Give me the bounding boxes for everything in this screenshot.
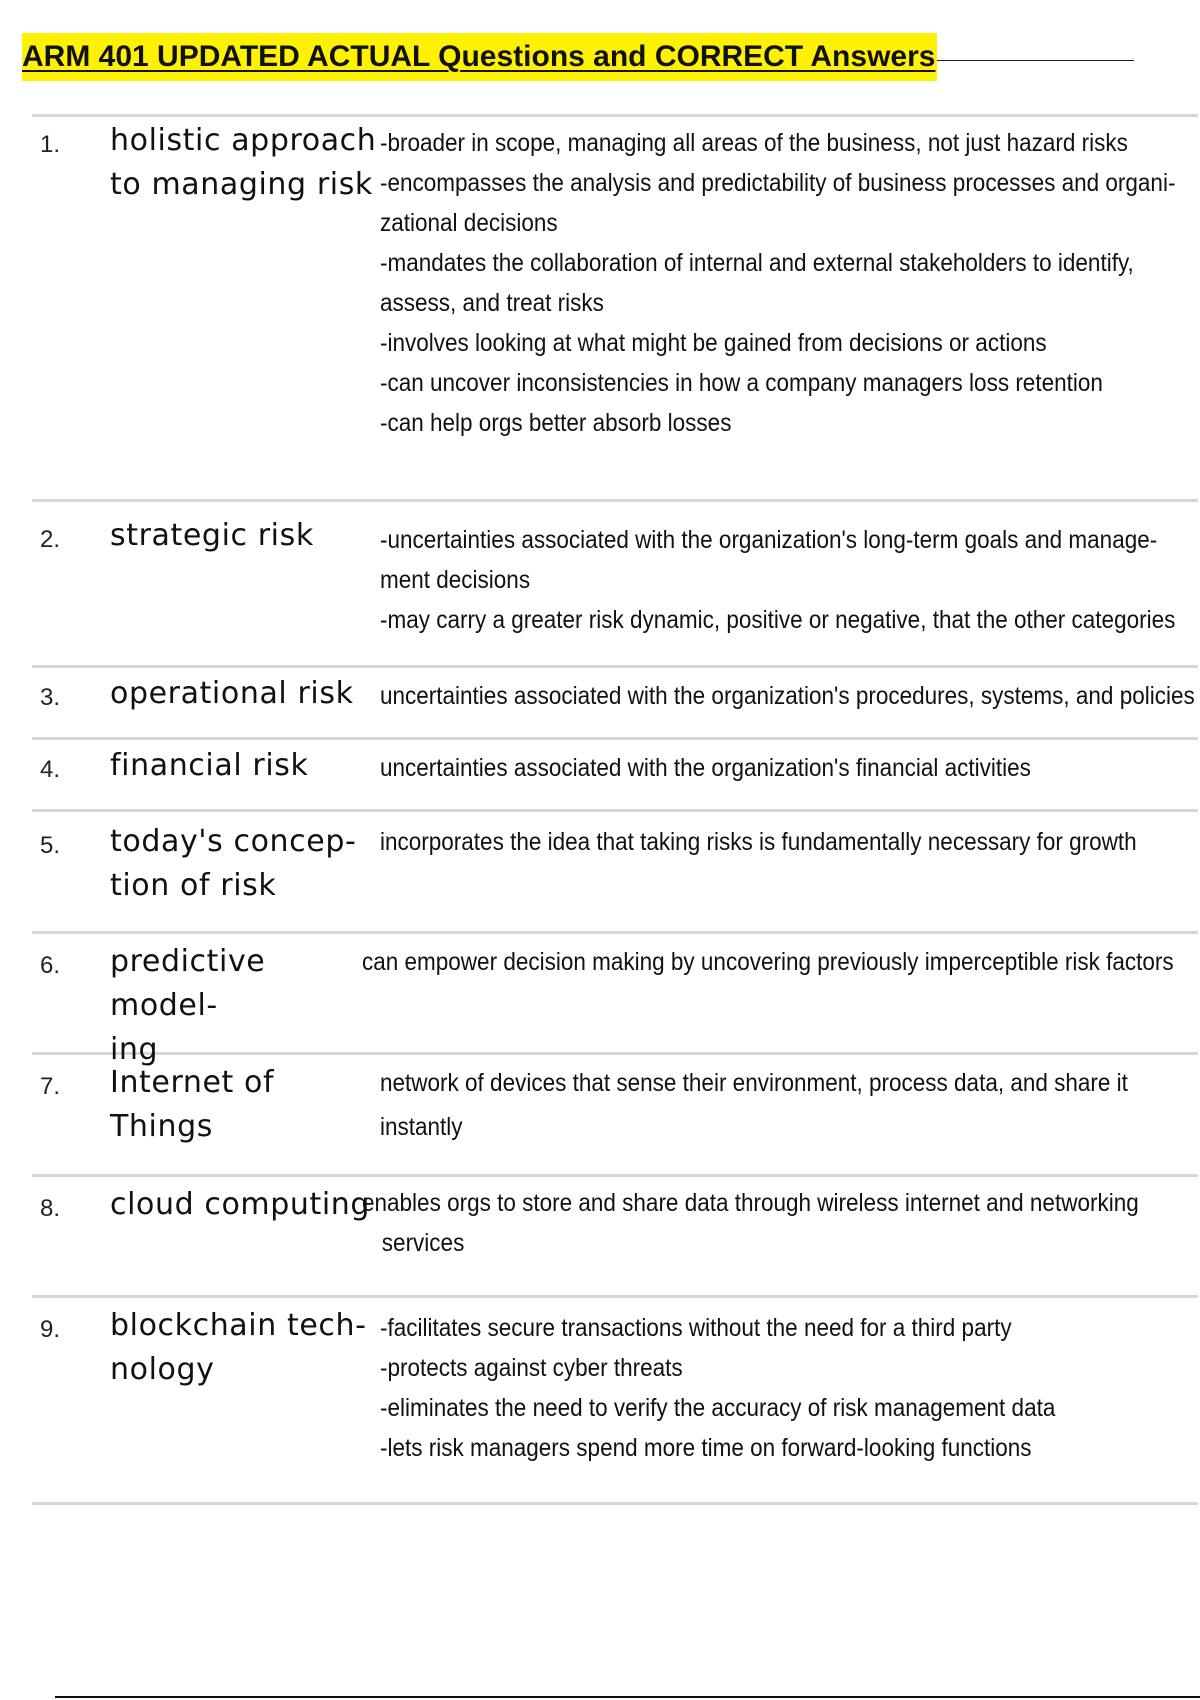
question-number: 6. (40, 952, 61, 979)
definition (362, 1183, 1139, 1263)
definition (380, 674, 1195, 718)
term-line: tion of risk (110, 868, 277, 903)
definition-line: -facilitates secure transactions without the need for a third party (380, 1314, 1012, 1342)
definition-line: enables orgs to store and share data through wireless internet and networking (362, 1189, 1139, 1217)
definition-line: -broader in scope, managing all areas of the business, not just hazard risks (380, 129, 1128, 157)
qa-row (32, 812, 1198, 934)
definition (362, 940, 1174, 984)
term-line: today's concep- (110, 824, 357, 859)
qa-row (32, 1177, 1198, 1298)
term-line: blockchain tech- (110, 1308, 367, 1343)
definition-line: -can help orgs better absorb losses (380, 409, 732, 437)
definition-line: instantly (380, 1113, 463, 1141)
term (110, 514, 380, 558)
definition (380, 520, 1176, 640)
title-rule (937, 60, 1134, 61)
qa-row (32, 668, 1198, 740)
term (110, 119, 380, 207)
definition-line: -encompasses the analysis and predictability of business processes and organi- (380, 169, 1176, 197)
definition (380, 746, 1123, 790)
definition-line: uncertainties associated with the organization's financial activities (380, 754, 1031, 782)
term (110, 1183, 380, 1227)
definition-line: uncertainties associated with the organization's procedures, systems, and policies (380, 682, 1195, 710)
question-number: 2. (40, 526, 61, 553)
definition-line: -uncertainties associated with the organization's long-term goals and manage- (380, 526, 1158, 554)
definition (380, 820, 1137, 864)
qa-row (32, 740, 1198, 812)
definition-line: zational decisions (380, 209, 558, 237)
footer-rule (55, 1696, 1200, 1698)
term (110, 1061, 380, 1149)
definition-line: incorporates the idea that taking risks is fundamentally necessary for growth (380, 828, 1137, 856)
definition (380, 1308, 1123, 1468)
definition (380, 1061, 1128, 1149)
definition-line: network of devices that sense their environment, process data, and share it (380, 1069, 1128, 1097)
qa-row (32, 1298, 1198, 1505)
definition-line: services (381, 1229, 465, 1257)
question-number: 3. (40, 684, 61, 711)
question-number: 5. (40, 832, 61, 859)
document-title: ARM 401 UPDATED ACTUAL Questions and CORRECT Answers (22, 33, 937, 81)
header (22, 32, 1134, 82)
definition-line: can empower decision making by uncovering previously imperceptible risk factors (362, 948, 1174, 976)
term (110, 672, 380, 716)
term-line: predictive model- (110, 944, 266, 1023)
definition-line: -can uncover inconsistencies in how a company managers loss retention (380, 369, 1103, 397)
term (110, 820, 380, 908)
term-line: Internet of (110, 1065, 275, 1100)
term (110, 744, 380, 788)
qa-row (32, 502, 1198, 668)
term-line: nology (110, 1352, 215, 1387)
definition-line: assess, and treat risks (380, 289, 604, 317)
term-line: holistic approach (110, 123, 377, 158)
definition-line: -may carry a greater risk dynamic, positive or negative, that the other categories (380, 606, 1176, 634)
qa-row (32, 117, 1198, 502)
question-number: 1. (40, 131, 61, 158)
definition-line: -lets risk managers spend more time on forward-looking functions (380, 1434, 1032, 1462)
definition-line: -eliminates the need to verify the accuracy of risk management data (380, 1394, 1056, 1422)
question-number: 4. (40, 756, 61, 783)
definition-line: ment decisions (380, 566, 531, 594)
definition (380, 123, 1176, 443)
term-line: financial risk (110, 748, 309, 783)
definition-line: -protects against cyber threats (380, 1354, 683, 1382)
term-line: operational risk (110, 676, 354, 711)
question-number: 8. (40, 1195, 61, 1222)
definition-line: -involves looking at what might be gained from decisions or actions (380, 329, 1047, 357)
term (110, 1304, 380, 1392)
term-line: to managing risk (110, 167, 373, 202)
qa-row (32, 934, 1198, 1067)
term-line: ing (110, 1032, 159, 1067)
term-line: Things (110, 1109, 213, 1144)
question-number: 7. (40, 1073, 61, 1100)
definition-line: -mandates the collaboration of internal and external stakeholders to identify, (380, 249, 1134, 277)
qa-table (32, 114, 1198, 1505)
question-number: 9. (40, 1316, 61, 1343)
qa-row (32, 1055, 1198, 1177)
term (110, 940, 380, 1072)
term-line: strategic risk (110, 518, 314, 553)
term-line: cloud computing (110, 1187, 371, 1222)
